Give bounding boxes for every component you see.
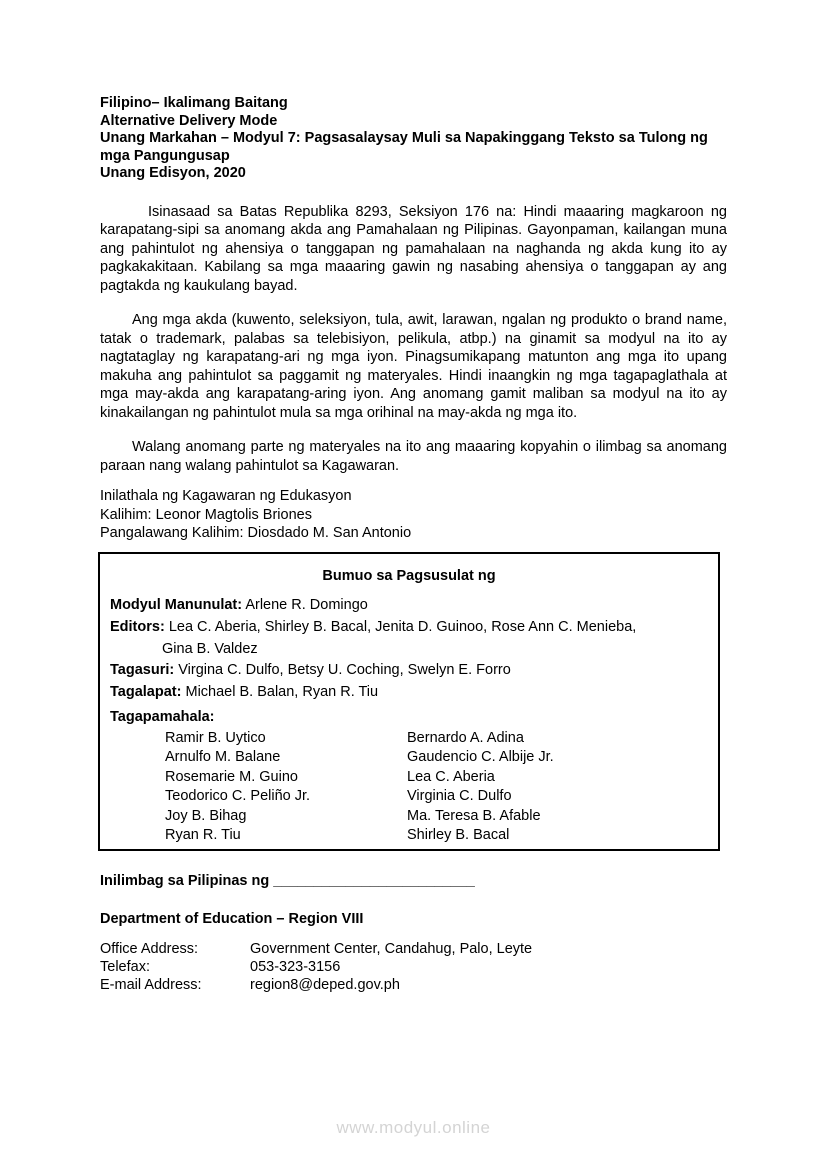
copyright-paragraph-1: Isinasaad sa Batas Republika 8293, Seksiyon 176 na: Hindi maaaring magkaroon ng karapatang-sipi sa anomang akda ang Pamahalaan ng Pilipinas. Gayonpaman, kailangan muna ang pahintulot ng ahensiya o tanggapan ng pamahalaan na naghanda ng akda kung ito ay pagkakakitaan. Kabilang sa mga maaaring gawin ng nasabing ahensiya o tanggapan ay ang pagtakda ng kaukulang bayad. (100, 203, 727, 294)
telefax-label: Telefax: (100, 959, 150, 975)
office-address-value: Government Center, Candahug, Palo, Leyte (250, 941, 533, 957)
reviewers-label: Tagasuri: (110, 661, 175, 678)
manager-name: Gaudencio C. Albije Jr. (407, 749, 554, 765)
manager-name: Arnulfo M. Balane (165, 749, 281, 765)
development-team-box (98, 552, 720, 851)
development-team-title: Bumuo sa Pagsusulat ng (322, 567, 496, 584)
copyright-paragraph-3: Walang anomang parte ng materyales na ito ang maaaring kopyahin o ilimbag sa anomang paraan nang walang pahintulot sa Kagawaran. (100, 439, 727, 474)
manager-name: Bernardo A. Adina (407, 729, 524, 746)
reviewers-row (110, 661, 708, 680)
manager-name: Ramir B. Uytico (165, 729, 266, 746)
header-delivery-mode: Alternative Delivery Mode (100, 112, 278, 129)
manager-name: Joy B. Bihag (165, 807, 247, 824)
editors-value-line2: Gina B. Valdez (162, 640, 258, 657)
publisher-block (100, 487, 727, 543)
copyright-paragraph-2: Ang mga akda (kuwento, seleksiyon, tula, awit, larawan, ngalan ng produkto o brand name, tatak o trademark, palabas sa telebisiyon, pelikula, atbp.) na ginamit sa modyul na ito ay nagtataglay ng karapatang-ari ng mga iyon. Pinagsumikapang matunton ang mga ito upang makuha ang pahintulot sa paggamit ng materyales. Hindi inaangkin ng mga tagapaglathala at mga may-akda ang karapatang-aring iyon. Ang anomang gamit maliban sa modyul na ito ay kinakailangan ng pahintulot mula sa mga orihinal na may-akda ng mga ito. (100, 312, 727, 421)
writer-value: Arlene R. Domingo (245, 596, 368, 613)
writer-label: Modyul Manunulat: (110, 596, 243, 613)
office-address-label: Office Address: (100, 941, 199, 957)
contact-info (100, 940, 727, 994)
editors-value-line1: Lea C. Aberia, Shirley B. Bacal, Jenita D. Guinoo, Rose Ann C. Menieba, (168, 618, 637, 635)
manager-name: Lea C. Aberia (407, 768, 495, 785)
manager-name: Virginia C. Dulfo (407, 788, 512, 804)
module-writer-row (110, 596, 708, 615)
layout-artists-value: Michael B. Balan, Ryan R. Tiu (185, 683, 379, 700)
managers-label: Tagapamahala: (110, 708, 215, 725)
publisher-line: Inilathala ng Kagawaran ng Edukasyon (100, 488, 352, 504)
undersecretary-line: Pangalawang Kalihim: Diosdado M. San Antonio (100, 525, 412, 541)
layout-artists-label: Tagalapat: (110, 683, 182, 700)
page-content (100, 95, 727, 994)
manager-name: Teodorico C. Peliño Jr. (165, 788, 311, 804)
editors-label: Editors: (110, 618, 165, 635)
editors-row (110, 618, 708, 637)
reviewers-value: Virgina C. Dulfo, Betsy U. Coching, Swelyn E. Forro (178, 661, 511, 678)
printed-label: Inilimbag sa Pilipinas ng (100, 872, 270, 889)
header-module-title: Unang Markahan – Modyul 7: Pagsasalaysay Muli sa Napakinggang Teksto sa Tulong ng mga Pangungusap (100, 130, 708, 164)
secretary-line: Kalihim: Leonor Magtolis Briones (100, 506, 312, 523)
manager-name: Shirley B. Bacal (407, 827, 510, 843)
module-header (100, 95, 727, 183)
printed-in-line (100, 872, 727, 891)
printed-blank-line: _________________________ (273, 872, 475, 889)
header-subject-grade: Filipino– Ikalimang Baitang (100, 95, 288, 111)
manager-name: Ryan R. Tiu (165, 827, 241, 843)
site-watermark: www.modyul.online (336, 1118, 491, 1137)
header-edition: Unang Edisyon, 2020 (100, 165, 246, 181)
department-region-line: Department of Education – Region VIII (100, 910, 364, 927)
layout-artists-row (110, 683, 708, 702)
telefax-value: 053-323-3156 (250, 959, 341, 975)
email-label: E-mail Address: (100, 977, 202, 993)
manager-name: Rosemarie M. Guino (165, 768, 298, 785)
email-value: region8@deped.gov.ph (250, 977, 400, 993)
managers-grid (165, 729, 708, 846)
manager-name: Ma. Teresa B. Afable (407, 807, 541, 824)
